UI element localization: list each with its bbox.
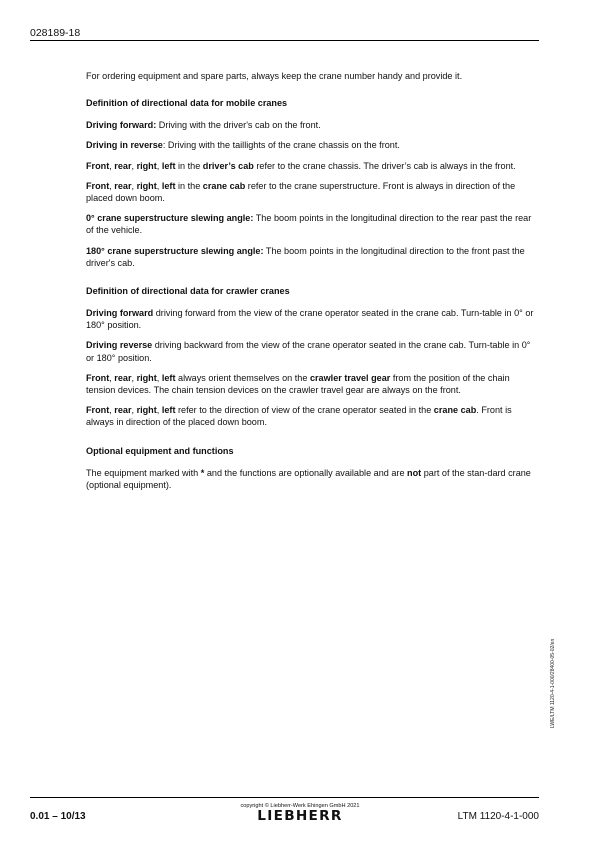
footer-center: [200, 803, 400, 824]
mobile-driving-reverse: Driving in reverse: Driving with the taillights of the crane chassis on the front.: [86, 140, 400, 151]
mobile-slewing-0: 0° crane superstructure slewing angle: The boom points in the longitudinal direction to the rear past the rear of the vehicle.: [86, 213, 532, 236]
copyright-text: copyright © Liebherr-Werk Ehingen GmbH 2021: [240, 803, 360, 809]
mobile-crane-cab-directions: Front, rear, right, left in the crane cab refer to the crane superstructure. Front is always in direction of the placed down boom.: [86, 180, 516, 204]
optional-equipment-heading: Optional equipment and functions: [86, 445, 234, 456]
crawler-driving-reverse: Driving reverse driving backward from the view of the crane operator seated in the crane cab. Turn-table in 0° or 180° position.: [86, 340, 531, 363]
top-rule: [30, 40, 539, 41]
mobile-drivers-cab-directions: Front, rear, right, left in the driver’s cab refer to the crane chassis. The driver’s cab is always in the front.: [86, 160, 516, 171]
liebherr-logo: LIEBHERR: [257, 809, 343, 824]
optional-equipment-paragraph: The equipment marked with * and the functions are optionally available and are not part of the stan-dard crane (optional equipment).: [86, 467, 531, 490]
footer-model-number: LTM 1120-4-1-000: [457, 811, 539, 822]
crawler-driving-forward: Driving forward driving forward from the view of the crane operator seated in the crane cab. Turn-table in 0° or 180° position.: [86, 308, 534, 331]
mobile-slewing-180: 180° crane superstructure slewing angle: The boom points in the longitudinal direction to the front past the driver's cab.: [86, 245, 525, 268]
footer-page-number: 0.01 – 10/13: [30, 811, 86, 822]
crawler-travel-gear-directions: Front, rear, right, left always orient themselves on the crawler travel gear from the position of the chain tension devices. The chain tension devices on the crawler travel gear are always on the front.: [86, 372, 510, 396]
bottom-rule: [30, 797, 539, 798]
main-content: [86, 70, 539, 499]
crawler-cranes-heading: Definition of directional data for crawler cranes: [86, 286, 290, 297]
doc-number: 028189-18: [30, 27, 81, 39]
mobile-cranes-heading: Definition of directional data for mobile cranes: [86, 98, 288, 109]
mobile-driving-forward: Driving forward: Driving with the driver's cab on the front.: [86, 120, 321, 131]
side-reference-text: LWE/LTM 1120-4-1-000/28400-05-02/en: [550, 638, 556, 728]
intro-paragraph: For ordering equipment and spare parts, always keep the crane number handy and provide it.: [86, 71, 463, 81]
crawler-crane-cab-directions: Front, rear, right, left refer to the direction of view of the crane operator seated in the crane cab. Front is always in direction of the placed down boom.: [86, 405, 512, 428]
